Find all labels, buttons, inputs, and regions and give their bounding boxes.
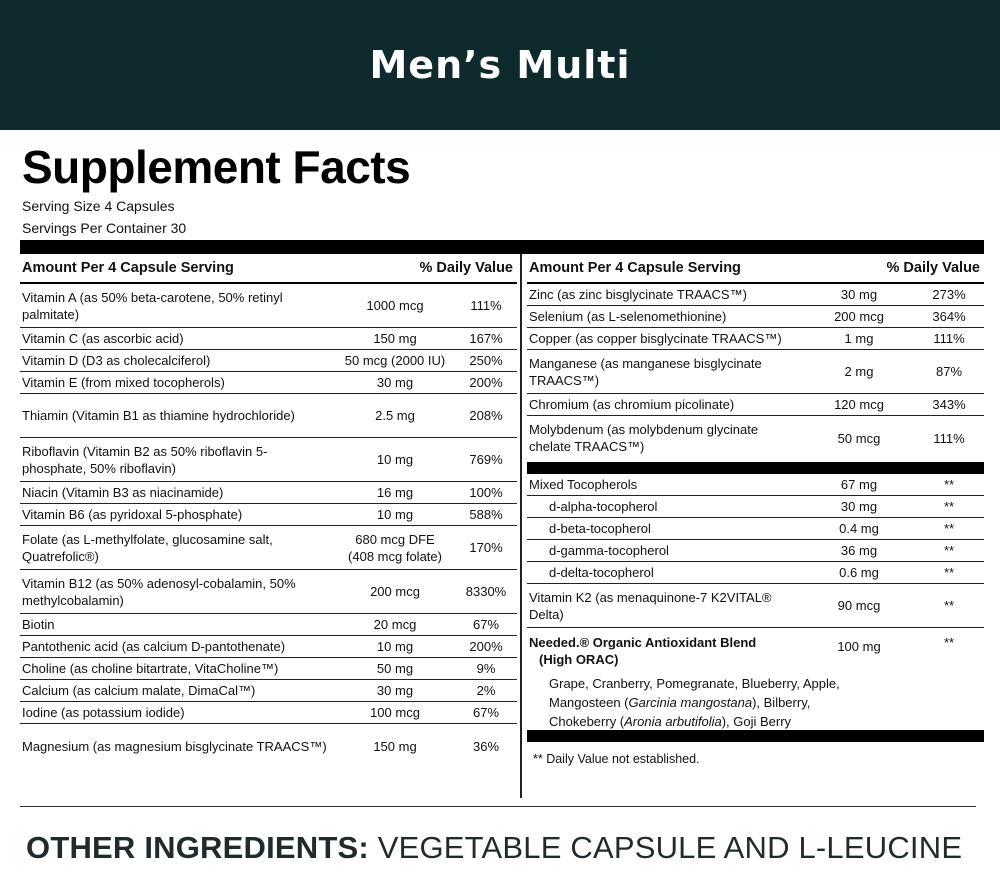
nutrient-amount: 50 mg (376, 661, 414, 676)
nutrient-row (527, 328, 984, 350)
nutrient-row (527, 416, 984, 460)
blend-ingredients-line3 (549, 712, 984, 731)
nutrient-name: Manganese (as manganese bisglycinate TRAACS™) (529, 355, 762, 388)
header-daily-value-label: % Daily Value (886, 260, 980, 276)
nutrient-name: Chromium (as chromium picolinate) (529, 397, 735, 412)
nutrient-daily-value: 111% (933, 331, 965, 346)
nutrient-row (20, 702, 517, 724)
nutrient-subrow (527, 496, 984, 518)
nutrient-amount: 90 mcg (837, 598, 881, 613)
blend-ingredient-text: Chokeberry ( (549, 714, 625, 729)
blend-ingredient-text: ), Goji Berry (721, 714, 792, 729)
nutrient-amount: 10 mg (376, 639, 414, 654)
nutrient-daily-value: 87% (935, 364, 963, 379)
nutrient-daily-value: 67% (472, 617, 500, 632)
nutrient-amount: 50 mcg (2000 IU) (344, 353, 446, 368)
nutrient-name: Vitamin B6 (as pyridoxal 5-phosphate) (22, 507, 243, 522)
nutrient-daily-value: 200% (469, 375, 503, 390)
nutrient-row (527, 394, 984, 416)
nutrient-daily-value: ** (943, 499, 955, 514)
blend-name-line2: (High ORAC) (539, 652, 619, 667)
nutrient-row (20, 504, 517, 526)
nutrient-name: Copper (as copper bisglycinate TRAACS™) (529, 331, 782, 346)
blend-row (527, 628, 984, 672)
nutrient-row (20, 394, 517, 438)
nutrient-amount: 30 mg (840, 499, 878, 514)
column-divider (520, 254, 522, 798)
nutrient-daily-value: 250% (469, 353, 503, 368)
nutrient-name: d-alpha-tocopherol (549, 499, 658, 514)
nutrient-daily-value: ** (943, 543, 955, 558)
nutrient-amount: 1000 mcg (366, 298, 424, 313)
header-banner (0, 0, 1000, 130)
nutrient-amount: 1 mg (844, 331, 874, 346)
nutrient-name: Riboflavin (Vitamin B2 as 50% riboflavin 5-phosphate, 50% riboflavin) (22, 443, 268, 476)
other-ingredients (26, 830, 962, 866)
nutrient-row (20, 680, 517, 702)
bottom-divider (20, 806, 976, 807)
nutrient-row (20, 284, 517, 328)
nutrient-subrow (527, 540, 984, 562)
nutrient-name: Magnesium (as magnesium bisglycinate TRAACS™) (22, 738, 327, 754)
nutrient-name: Mixed Tocopherols (529, 477, 638, 492)
blend-ingredient-latin: Garcinia mangostana (628, 695, 753, 710)
nutrient-daily-value: 208% (469, 408, 503, 423)
nutrient-daily-value: 111% (933, 430, 965, 446)
nutrient-row (527, 284, 984, 306)
nutrient-name: Vitamin K2 (as menaquinone-7 K2VITAL® Delta) (529, 589, 772, 622)
blend-ingredients (527, 672, 984, 730)
nutrient-name: Molybdenum (as molybdenum glycinate chelate TRAACS™) (529, 422, 759, 454)
nutrient-name: Niacin (Vitamin B3 as niacinamide) (22, 485, 224, 500)
nutrient-amount: 120 mcg (834, 397, 884, 412)
nutrient-name: Pantothenic acid (as calcium D-pantothenate) (22, 639, 286, 654)
nutrient-daily-value: 273% (932, 287, 966, 302)
nutrient-daily-value: 343% (932, 397, 966, 412)
header-amount-label: Amount Per 4 Capsule Serving (22, 260, 234, 276)
nutrient-row (20, 526, 517, 570)
nutrient-name: Vitamin B12 (as 50% adenosyl-cobalamin, 50% methylcobalamin) (22, 575, 296, 608)
thick-divider-bar (20, 240, 984, 254)
right-nutrient-table (527, 254, 984, 766)
nutrient-subrow (527, 562, 984, 584)
other-ingredients-label: OTHER INGREDIENTS: (26, 830, 369, 865)
nutrient-amount: 16 mg (376, 485, 414, 500)
left-table-header (20, 254, 517, 284)
blend-name (527, 634, 804, 668)
header-amount-label: Amount Per 4 Capsule Serving (529, 260, 741, 276)
nutrient-name: Folate (as L-methylfolate, glucosamine salt, Quatrefolic®) (22, 531, 273, 564)
nutrient-amount: 200 mcg (370, 584, 420, 599)
nutrient-name: Biotin (22, 617, 55, 632)
nutrient-daily-value: 167% (469, 331, 503, 346)
nutrient-name: d-gamma-tocopherol (549, 543, 669, 558)
nutrient-amount: 150 mg (373, 331, 417, 346)
nutrient-amount: 36 mg (840, 543, 878, 558)
nutrient-amount: 2 mg (844, 364, 874, 379)
nutrient-amount: 10 mg (376, 507, 414, 522)
nutrient-name: Iodine (as potassium iodide) (22, 705, 185, 720)
nutrient-daily-value: 170% (469, 540, 503, 555)
nutrient-name: Selenium (as L-selenomethionine) (529, 309, 727, 324)
nutrient-daily-value: 200% (469, 639, 503, 654)
blend-ingredient-text: Mangosteen ( (549, 695, 629, 710)
nutrient-daily-value: 111% (470, 298, 502, 313)
blend-ingredients-line1: Grape, Cranberry, Pomegranate, Blueberry, Apple, (549, 676, 840, 691)
section-divider-band (527, 730, 984, 742)
nutrient-name: Vitamin A (as 50% beta-carotene, 50% retinyl palmitate) (22, 289, 283, 322)
nutrient-row (527, 350, 984, 394)
nutrient-daily-value: 2% (476, 683, 496, 698)
nutrient-row (20, 614, 517, 636)
section-divider-band (527, 462, 984, 474)
nutrient-daily-value: 8330% (465, 584, 507, 599)
nutrient-daily-value: 67% (472, 705, 500, 720)
nutrient-amount: 67 mg (840, 477, 878, 492)
nutrient-amount: 100 mcg (370, 705, 420, 720)
nutrient-row (20, 328, 517, 350)
nutrient-amount: 2.5 mg (375, 408, 415, 423)
nutrient-amount-line1: 680 mcg DFE (355, 531, 435, 547)
nutrient-name: Vitamin C (as ascorbic acid) (22, 331, 184, 346)
nutrient-name: Calcium (as calcium malate, DimaCal™) (22, 683, 256, 698)
nutrient-amount (335, 531, 455, 565)
nutrient-name: Thiamin (Vitamin B1 as thiamine hydrochloride) (22, 408, 295, 423)
blend-name-line1: Needed.® Organic Antioxidant Blend (529, 635, 757, 650)
serving-size: Serving Size 4 Capsules (22, 198, 175, 214)
nutrient-amount: 20 mcg (373, 617, 417, 632)
nutrient-row (20, 570, 517, 614)
header-daily-value-label: % Daily Value (419, 260, 513, 276)
nutrient-subrow (527, 518, 984, 540)
nutrient-amount: 0.4 mg (839, 521, 879, 536)
nutrient-daily-value: ** (943, 598, 955, 613)
nutrient-name: d-beta-tocopherol (549, 521, 651, 536)
nutrient-amount-line2: (408 mcg folate) (348, 548, 442, 564)
nutrient-row (20, 350, 517, 372)
product-title: Men’s Multi (369, 43, 631, 87)
nutrient-amount: 50 mcg (837, 430, 881, 446)
nutrient-name: d-delta-tocopherol (549, 565, 654, 580)
nutrient-row (20, 438, 517, 482)
nutrient-daily-value: 100% (469, 485, 503, 500)
blend-ingredients-line2 (549, 693, 984, 712)
right-table-header (527, 254, 984, 284)
nutrient-amount: 30 mg (840, 287, 878, 302)
nutrient-daily-value: ** (943, 477, 955, 492)
nutrient-row (527, 306, 984, 328)
nutrient-amount: 10 mg (376, 452, 414, 467)
nutrient-name: Zinc (as zinc bisglycinate TRAACS™) (529, 287, 747, 302)
nutrient-row (20, 636, 517, 658)
nutrient-amount: 200 mcg (834, 309, 884, 324)
other-ingredients-value: VEGETABLE CAPSULE AND L-LEUCINE (377, 830, 963, 865)
blend-daily-value: ** (943, 635, 955, 650)
nutrient-daily-value: 364% (932, 309, 966, 324)
servings-per-container: Servings Per Container 30 (22, 220, 187, 236)
blend-amount: 100 mg (837, 639, 881, 654)
nutrient-daily-value: 9% (476, 661, 496, 676)
nutrient-row (20, 372, 517, 394)
daily-value-footnote: ** Daily Value not established. (533, 752, 700, 766)
nutrient-daily-value: 769% (469, 452, 503, 467)
blend-ingredient-text: ), Bilberry, (752, 695, 811, 710)
nutrient-daily-value: ** (943, 521, 955, 536)
supplement-facts-title: Supplement Facts (22, 141, 411, 193)
nutrient-name: Vitamin D (D3 as cholecalciferol) (22, 353, 211, 368)
nutrient-daily-value: 588% (469, 507, 503, 522)
nutrient-amount: 150 mg (373, 738, 417, 754)
nutrient-row (20, 658, 517, 680)
blend-ingredient-latin: Aronia arbutifolia (624, 714, 722, 729)
nutrient-amount: 0.6 mg (839, 565, 879, 580)
nutrient-row (527, 474, 984, 496)
nutrient-row (20, 724, 517, 768)
nutrient-daily-value: ** (943, 565, 955, 580)
nutrient-name: Choline (as choline bitartrate, VitaCholine™) (22, 661, 279, 676)
nutrient-amount: 30 mg (376, 683, 414, 698)
nutrient-row (527, 584, 984, 628)
nutrient-row (20, 482, 517, 504)
left-nutrient-table (20, 254, 517, 768)
nutrient-amount: 30 mg (376, 375, 414, 390)
nutrient-daily-value: 36% (472, 738, 500, 754)
nutrient-name: Vitamin E (from mixed tocopherols) (22, 375, 225, 390)
